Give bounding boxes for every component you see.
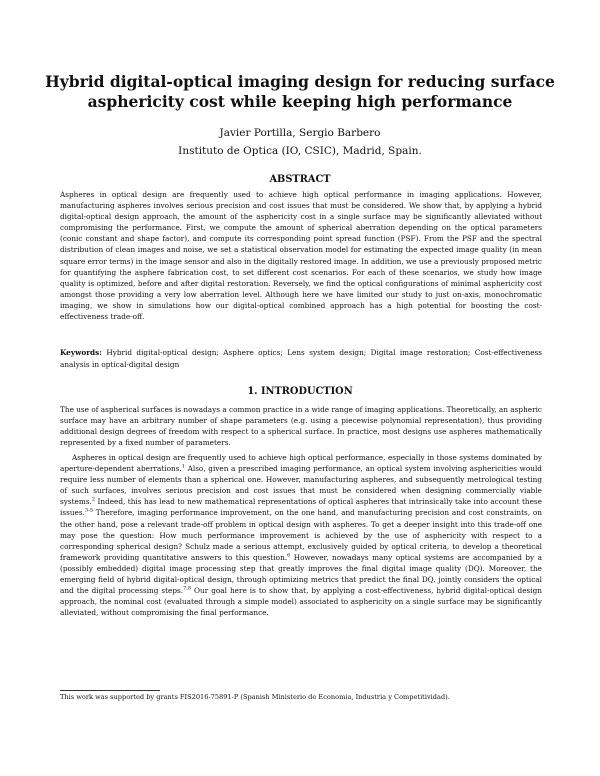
keywords bbox=[60, 347, 542, 370]
title-line-1: Hybrid digital-optical imaging design for reducing surface bbox=[45, 72, 555, 91]
p2-part-a: Aspheres in optical design are frequently used to achieve high optical performance, especially in those systems dominated by aperture-dependent aberrations. bbox=[60, 453, 542, 474]
citation-ref: 6 bbox=[287, 552, 291, 559]
footnote-rule bbox=[60, 690, 160, 691]
citation-ref: 3-5 bbox=[84, 508, 93, 515]
p2-part-b: Also, given a prescribed imaging performance, an optical system involving asphericities would require less number of elements than a spherical one. However, manufacturing aspheres, and subsequently metrological testing of such surfaces, involves serious precision and cost issues that must be considered when designing commercially viable systems. bbox=[60, 464, 542, 507]
affiliation: Instituto de Optica (IO, CSIC), Madrid, Spain. bbox=[178, 145, 422, 157]
paper-title bbox=[40, 72, 560, 112]
abstract-text: Aspheres in optical design are frequently used to achieve high optical performance in imaging applications. However, manufacturing aspheres involves serious precision and cost issues that must be considered. We show that, by applying a hybrid digital-optical design approach, the amount of the asphericity cost in a single surface may be significantly alleviated without compromising the performance. First, we compute the amount of spherical aberration depending on the optical parameters (conic constant and shape factor), and compute its corresponding point spread function (PSF). From the PSF and the spectral distribution of clean images and noise, we set a statistical observation model for estimating the expected image quality (in mean square error terms) in the image sensor and also in the digitally restored image. In addition, we use a previously proposed metric for quantifying the asphere fabrication cost, to set different cost scenarios. For each of these scenarios, we study how image quality is optimized, before and after digital restoration. Reversely, we find the optical configurations of minimal asphericity cost amongst those providing a very low aberration level. Although here we have limited our study to just on-axis, monochromatic imaging, we show in simulations how our digital-optical combined approach has a high potential for boosting the cost-effectiveness trade-off. bbox=[60, 190, 542, 322]
intro-paragraph-1: The use of aspherical surfaces is nowadays a common practice in a wide range of imaging applications. Theoretically, an aspheric surface may have an arbitrary number of shape parameters (e.g. using a piecewise polynomial representation), thus providing additional design degrees of freedom with respect to a spherical surface. In practice, most designs use aspheres mathematically represented by a fixed number of parameters. bbox=[60, 405, 542, 448]
p2-part-d: Therefore, imaging performance improvement, on the one hand, and manufacturing precision and cost constraints, on the other hand, pose a relevant trade-off problem in optical design with aspheres. To get a deeper insight into this trade-off one may pose the question: How much performance improvement is achieved by the use of asphericity with respect to a corresponding spherical design? Schulz made a serious attempt, exclusively guided by optical criteria, to develop a theoretical framework providing quantitative answers to this question. bbox=[60, 508, 542, 562]
authors: Javier Portilla, Sergio Barbero bbox=[219, 127, 381, 139]
p2-part-e: However, nowadays many optical systems are accompanied by a (possibly embedded) digital image processing step that greatly improves the final digital image quality (DQ). Moreover, the emerging field of hybrid digital-optical design, through optimizing metrics that predict the final DQ, jointly considers the optical and the digital processing steps. bbox=[60, 552, 542, 596]
keywords-text: Hybrid digital-optical design; Asphere optics; Lens system design; Digital image restoration; Cost-effectiveness analysis in optical-digital design bbox=[60, 348, 542, 369]
citation-ref: 1 bbox=[181, 463, 185, 470]
title-line-2: asphericity cost while keeping high performance bbox=[87, 92, 513, 111]
citation-ref: 7,8 bbox=[183, 585, 192, 592]
introduction-heading: 1. INTRODUCTION bbox=[247, 386, 353, 397]
p2-part-c: Indeed, this has lead to new mathematical representations of optical aspheres that intrinsically take into account these issues. bbox=[60, 497, 542, 518]
abstract-heading: ABSTRACT bbox=[269, 174, 331, 185]
footnote: This work was supported by grants FIS2016-75891-P (Spanish Ministerio de Economia, Industria y Competitividad). bbox=[60, 693, 450, 701]
keywords-label: Keywords: bbox=[60, 348, 102, 357]
p2-part-f: Our goal here is to show that, by applying a cost-effectiveness, hybrid digital-optical design approach, the nominal cost (evaluated through a simple model) associated to asphericity on a single surface may be significantly alleviated, without compromising the final performance. bbox=[60, 586, 542, 618]
intro-paragraph-2 bbox=[60, 452, 542, 618]
citation-ref: 2 bbox=[91, 496, 96, 503]
